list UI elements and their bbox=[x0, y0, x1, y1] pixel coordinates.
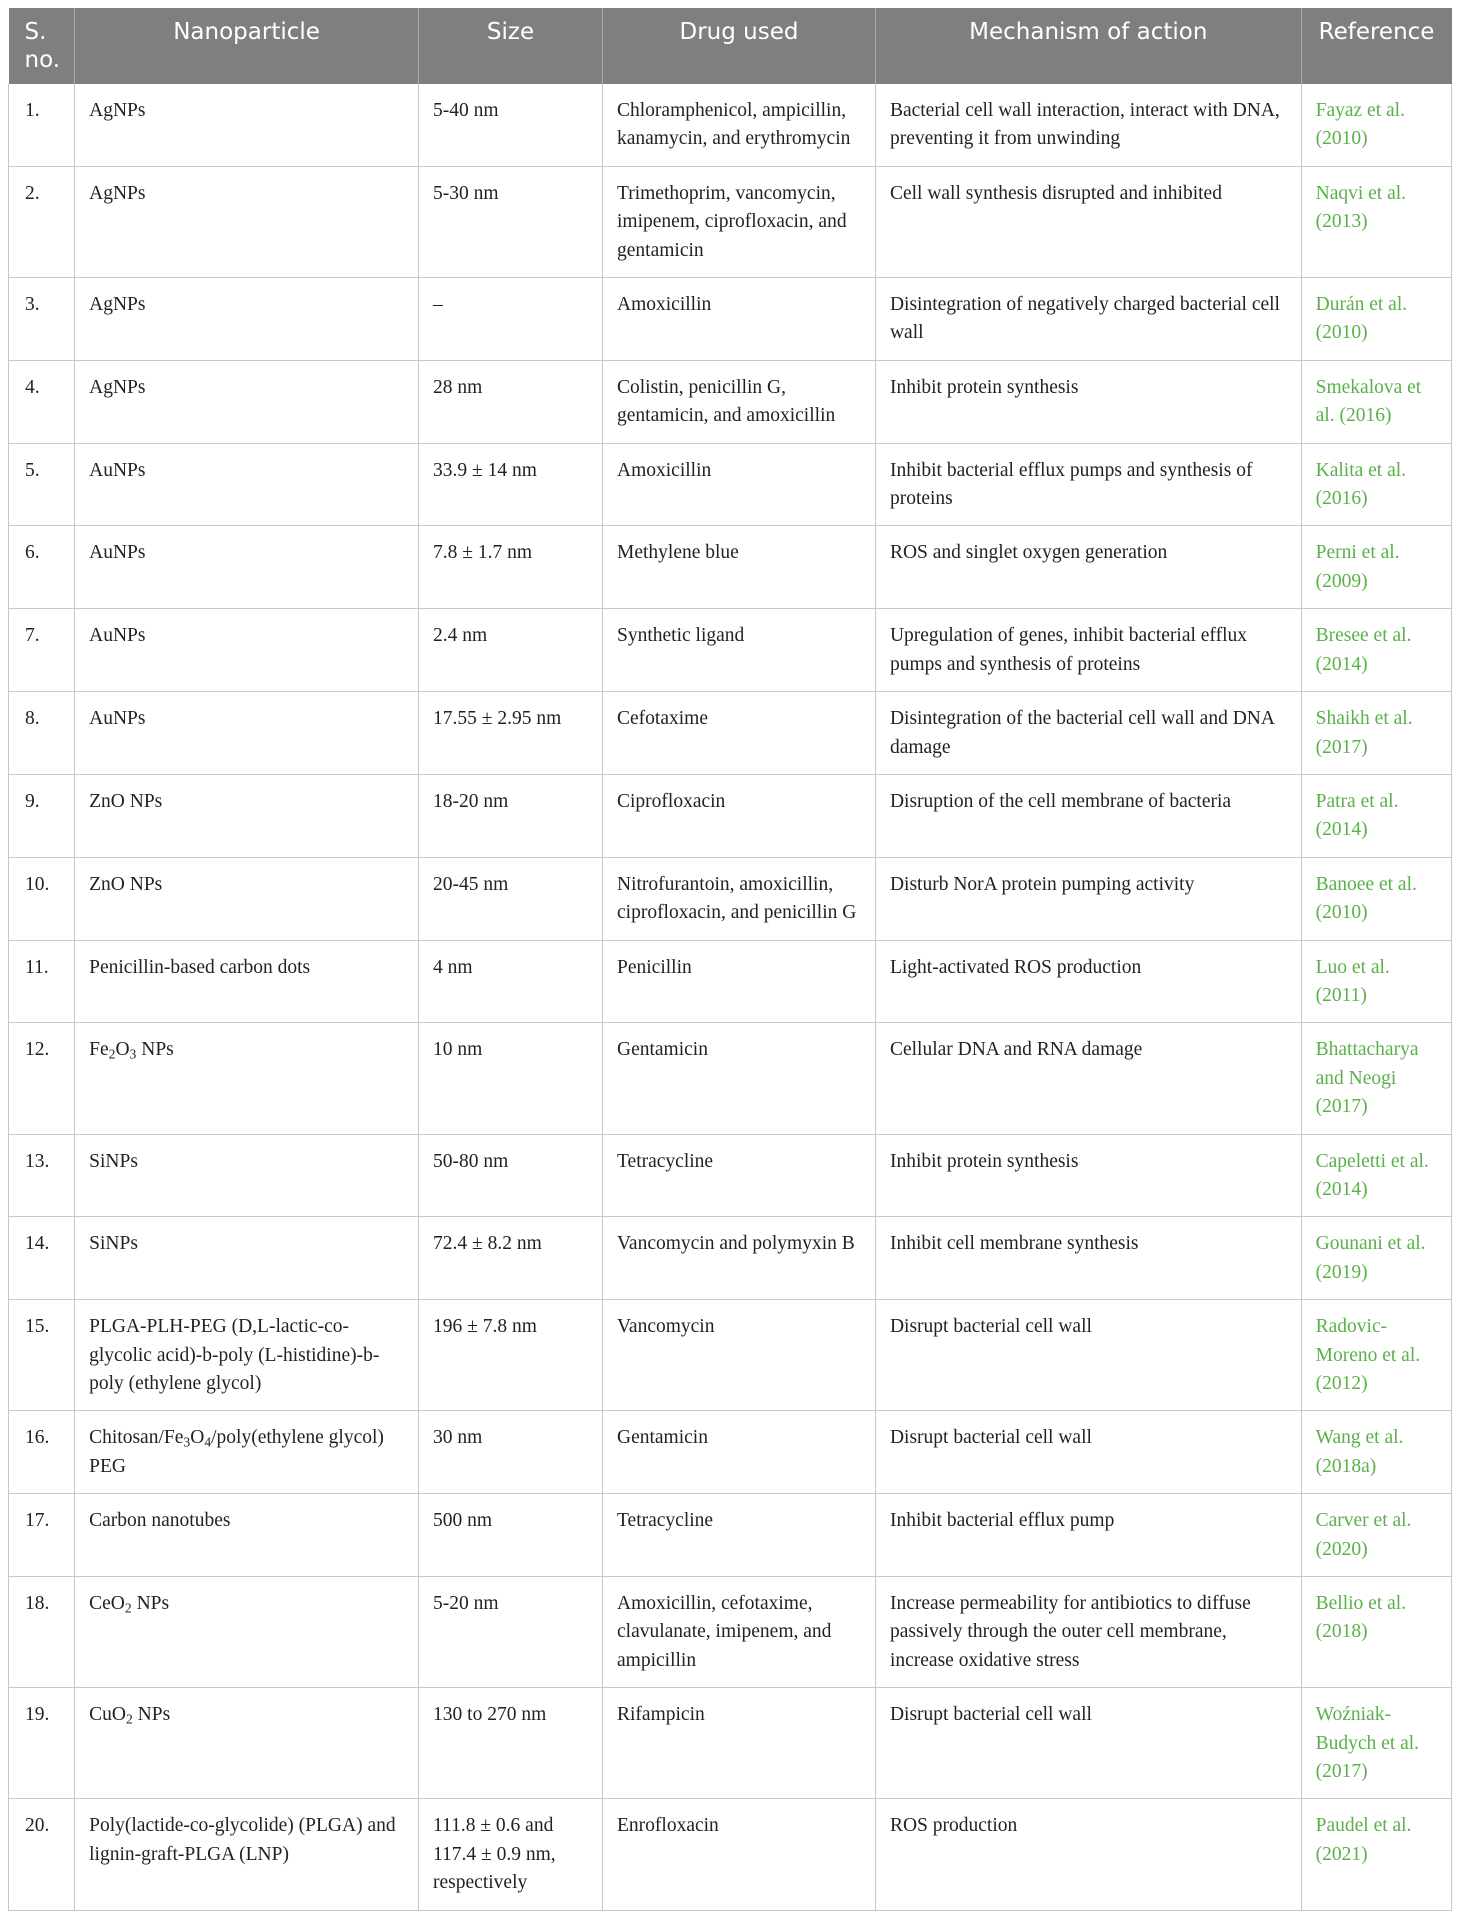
cell-nanoparticle: SiNPs bbox=[75, 1217, 419, 1300]
cell-sno: 6. bbox=[9, 526, 75, 609]
cell-size: 500 nm bbox=[419, 1494, 603, 1577]
cell-size: 30 nm bbox=[419, 1411, 603, 1494]
cell-drug-used: Methylene blue bbox=[603, 526, 876, 609]
cell-mechanism: Upregulation of genes, inhibit bacterial efflux pumps and synthesis of proteins bbox=[875, 609, 1301, 692]
cell-nanoparticle: $Fe_2O_3$ NPs bbox=[75, 1023, 419, 1134]
cell-nanoparticle: Poly(lactide-co-glycolide) (PLGA) and lignin-graft-PLGA (LNP) bbox=[75, 1799, 419, 1910]
cell-drug-used: Vancomycin bbox=[603, 1300, 876, 1411]
cell-mechanism: Inhibit bacterial efflux pump bbox=[875, 1494, 1301, 1577]
reference-link[interactable]: Smekalova et al. (2016) bbox=[1301, 360, 1451, 443]
cell-size: 4 nm bbox=[419, 940, 603, 1023]
cell-nanoparticle: ZnO NPs bbox=[75, 774, 419, 857]
table-row bbox=[9, 1300, 1452, 1411]
reference-link[interactable]: Naqvi et al. (2013) bbox=[1301, 166, 1451, 277]
cell-size: 72.4 ± 8.2 nm bbox=[419, 1217, 603, 1300]
cell-size: 7.8 ± 1.7 nm bbox=[419, 526, 603, 609]
table-row bbox=[9, 1023, 1452, 1134]
cell-sno: 4. bbox=[9, 360, 75, 443]
header-row bbox=[9, 8, 1452, 84]
cell-size: 33.9 ± 14 nm bbox=[419, 443, 603, 526]
cell-sno: 11. bbox=[9, 940, 75, 1023]
cell-size: 5-20 nm bbox=[419, 1577, 603, 1688]
cell-sno: 18. bbox=[9, 1577, 75, 1688]
header-mechanism: Mechanism of action bbox=[875, 8, 1301, 84]
cell-sno: 14. bbox=[9, 1217, 75, 1300]
cell-size: 5-30 nm bbox=[419, 166, 603, 277]
cell-nanoparticle: AgNPs bbox=[75, 84, 419, 166]
table-row bbox=[9, 609, 1452, 692]
cell-mechanism: Inhibit protein synthesis bbox=[875, 1134, 1301, 1217]
cell-drug-used: Synthetic ligand bbox=[603, 609, 876, 692]
reference-link[interactable]: Durán et al. (2010) bbox=[1301, 278, 1451, 361]
cell-size: 18-20 nm bbox=[419, 774, 603, 857]
cell-sno: 9. bbox=[9, 774, 75, 857]
table-row bbox=[9, 1688, 1452, 1799]
reference-link[interactable]: Wang et al. (2018a) bbox=[1301, 1411, 1451, 1494]
header-drug-used: Drug used bbox=[603, 8, 876, 84]
cell-mechanism: ROS and singlet oxygen generation bbox=[875, 526, 1301, 609]
cell-drug-used: Amoxicillin bbox=[603, 278, 876, 361]
cell-sno: 20. bbox=[9, 1799, 75, 1910]
cell-sno: 1. bbox=[9, 84, 75, 166]
reference-link[interactable]: Kalita et al. (2016) bbox=[1301, 443, 1451, 526]
cell-nanoparticle: AgNPs bbox=[75, 360, 419, 443]
cell-drug-used: Rifampicin bbox=[603, 1688, 876, 1799]
reference-link[interactable]: Shaikh et al. (2017) bbox=[1301, 692, 1451, 775]
cell-sno: 2. bbox=[9, 166, 75, 277]
cell-drug-used: Cefotaxime bbox=[603, 692, 876, 775]
cell-drug-used: Ciprofloxacin bbox=[603, 774, 876, 857]
cell-nanoparticle: SiNPs bbox=[75, 1134, 419, 1217]
cell-drug-used: Tetracycline bbox=[603, 1134, 876, 1217]
cell-size: 5-40 nm bbox=[419, 84, 603, 166]
reference-link[interactable]: Banoee et al. (2010) bbox=[1301, 857, 1451, 940]
cell-size: 17.55 ± 2.95 nm bbox=[419, 692, 603, 775]
cell-drug-used: Amoxicillin, cefotaxime, clavulanate, imipenem, and ampicillin bbox=[603, 1577, 876, 1688]
cell-nanoparticle: AgNPs bbox=[75, 166, 419, 277]
table-row bbox=[9, 692, 1452, 775]
cell-mechanism: Cell wall synthesis disrupted and inhibited bbox=[875, 166, 1301, 277]
cell-nanoparticle: AuNPs bbox=[75, 692, 419, 775]
table-row bbox=[9, 940, 1452, 1023]
cell-nanoparticle: AuNPs bbox=[75, 609, 419, 692]
table-row bbox=[9, 526, 1452, 609]
cell-nanoparticle: PLGA-PLH-PEG (D,L-lactic-co-glycolic acid)-b-poly (L-histidine)-b-poly (ethylene glycol) bbox=[75, 1300, 419, 1411]
cell-mechanism: Light-activated ROS production bbox=[875, 940, 1301, 1023]
header-sno: S. no. bbox=[9, 8, 75, 84]
table-row bbox=[9, 1411, 1452, 1494]
reference-link[interactable]: Luo et al. (2011) bbox=[1301, 940, 1451, 1023]
header-size: Size bbox=[419, 8, 603, 84]
cell-drug-used: Colistin, penicillin G, gentamicin, and amoxicillin bbox=[603, 360, 876, 443]
cell-size: 20-45 nm bbox=[419, 857, 603, 940]
table-row bbox=[9, 1134, 1452, 1217]
table-row bbox=[9, 360, 1452, 443]
cell-sno: 7. bbox=[9, 609, 75, 692]
cell-drug-used: Gentamicin bbox=[603, 1411, 876, 1494]
cell-mechanism: Increase permeability for antibiotics to diffuse passively through the outer cell membrane, increase oxidative stress bbox=[875, 1577, 1301, 1688]
cell-nanoparticle: CeO$_2$ NPs bbox=[75, 1577, 419, 1688]
reference-link[interactable]: Gounani et al. (2019) bbox=[1301, 1217, 1451, 1300]
cell-drug-used: Nitrofurantoin, amoxicillin, ciprofloxacin, and penicillin G bbox=[603, 857, 876, 940]
reference-link[interactable]: Perni et al. (2009) bbox=[1301, 526, 1451, 609]
cell-mechanism: Inhibit bacterial efflux pumps and synthesis of proteins bbox=[875, 443, 1301, 526]
reference-link[interactable]: Patra et al. (2014) bbox=[1301, 774, 1451, 857]
cell-drug-used: Vancomycin and polymyxin B bbox=[603, 1217, 876, 1300]
reference-link[interactable]: Fayaz et al. (2010) bbox=[1301, 84, 1451, 166]
cell-sno: 13. bbox=[9, 1134, 75, 1217]
table-body bbox=[9, 84, 1452, 1910]
cell-sno: 8. bbox=[9, 692, 75, 775]
cell-sno: 16. bbox=[9, 1411, 75, 1494]
reference-link[interactable]: Capeletti et al. (2014) bbox=[1301, 1134, 1451, 1217]
cell-sno: 15. bbox=[9, 1300, 75, 1411]
table-row bbox=[9, 1494, 1452, 1577]
cell-mechanism: Disrupt bacterial cell wall bbox=[875, 1688, 1301, 1799]
table-row bbox=[9, 278, 1452, 361]
cell-mechanism: Cellular DNA and RNA damage bbox=[875, 1023, 1301, 1134]
reference-link[interactable]: Bellio et al. (2018) bbox=[1301, 1577, 1451, 1688]
cell-mechanism: Disintegration of negatively charged bacterial cell wall bbox=[875, 278, 1301, 361]
cell-sno: 17. bbox=[9, 1494, 75, 1577]
cell-size: 111.8 ± 0.6 and 117.4 ± 0.9 nm, respectively bbox=[419, 1799, 603, 1910]
cell-size: 130 to 270 nm bbox=[419, 1688, 603, 1799]
cell-nanoparticle: CuO$_2$ NPs bbox=[75, 1688, 419, 1799]
cell-size: – bbox=[419, 278, 603, 361]
cell-mechanism: Inhibit cell membrane synthesis bbox=[875, 1217, 1301, 1300]
cell-drug-used: Tetracycline bbox=[603, 1494, 876, 1577]
table-row bbox=[9, 443, 1452, 526]
cell-size: 2.4 nm bbox=[419, 609, 603, 692]
cell-mechanism: Disrupt bacterial cell wall bbox=[875, 1300, 1301, 1411]
cell-nanoparticle: Penicillin-based carbon dots bbox=[75, 940, 419, 1023]
cell-drug-used: Trimethoprim, vancomycin, imipenem, ciprofloxacin, and gentamicin bbox=[603, 166, 876, 277]
cell-mechanism: Inhibit protein synthesis bbox=[875, 360, 1301, 443]
cell-size: 196 ± 7.8 nm bbox=[419, 1300, 603, 1411]
cell-sno: 5. bbox=[9, 443, 75, 526]
cell-drug-used: Chloramphenicol, ampicillin, kanamycin, and erythromycin bbox=[603, 84, 876, 166]
cell-mechanism: ROS production bbox=[875, 1799, 1301, 1910]
cell-sno: 3. bbox=[9, 278, 75, 361]
table-row bbox=[9, 1799, 1452, 1910]
table-row bbox=[9, 774, 1452, 857]
cell-size: 50-80 nm bbox=[419, 1134, 603, 1217]
cell-drug-used: Penicillin bbox=[603, 940, 876, 1023]
cell-size: 28 nm bbox=[419, 360, 603, 443]
cell-size: 10 nm bbox=[419, 1023, 603, 1134]
cell-nanoparticle: AgNPs bbox=[75, 278, 419, 361]
cell-mechanism: Disruption of the cell membrane of bacteria bbox=[875, 774, 1301, 857]
cell-nanoparticle: Chitosan/$Fe_3O_4/poly(ethylene$ glycol) PEG bbox=[75, 1411, 419, 1494]
cell-nanoparticle: Carbon nanotubes bbox=[75, 1494, 419, 1577]
reference-link[interactable]: Carver et al. (2020) bbox=[1301, 1494, 1451, 1577]
cell-nanoparticle: AuNPs bbox=[75, 443, 419, 526]
cell-mechanism: Disturb NorA protein pumping activity bbox=[875, 857, 1301, 940]
cell-drug-used: Amoxicillin bbox=[603, 443, 876, 526]
cell-nanoparticle: ZnO NPs bbox=[75, 857, 419, 940]
table-row bbox=[9, 1217, 1452, 1300]
cell-sno: 19. bbox=[9, 1688, 75, 1799]
cell-sno: 12. bbox=[9, 1023, 75, 1134]
reference-link[interactable]: Bresee et al. (2014) bbox=[1301, 609, 1451, 692]
cell-drug-used: Gentamicin bbox=[603, 1023, 876, 1134]
header-reference: Reference bbox=[1301, 8, 1451, 84]
reference-link[interactable]: Bhattacharya and Neogi (2017) bbox=[1301, 1023, 1451, 1134]
cell-nanoparticle: AuNPs bbox=[75, 526, 419, 609]
reference-link[interactable]: Woźniak-Budych et al. (2017) bbox=[1301, 1688, 1451, 1799]
header-nanoparticle: Nanoparticle bbox=[75, 8, 419, 84]
table-row bbox=[9, 84, 1452, 166]
cell-mechanism: Bacterial cell wall interaction, interact with DNA, preventing it from unwinding bbox=[875, 84, 1301, 166]
reference-link[interactable]: Paudel et al. (2021) bbox=[1301, 1799, 1451, 1910]
table-row bbox=[9, 857, 1452, 940]
table-row bbox=[9, 166, 1452, 277]
cell-mechanism: Disrupt bacterial cell wall bbox=[875, 1411, 1301, 1494]
table-row bbox=[9, 1577, 1452, 1688]
nanoparticle-antibiotic-table bbox=[8, 8, 1452, 1911]
reference-link[interactable]: Radovic-Moreno et al. (2012) bbox=[1301, 1300, 1451, 1411]
cell-drug-used: Enrofloxacin bbox=[603, 1799, 876, 1910]
cell-sno: 10. bbox=[9, 857, 75, 940]
cell-mechanism: Disintegration of the bacterial cell wall and DNA damage bbox=[875, 692, 1301, 775]
